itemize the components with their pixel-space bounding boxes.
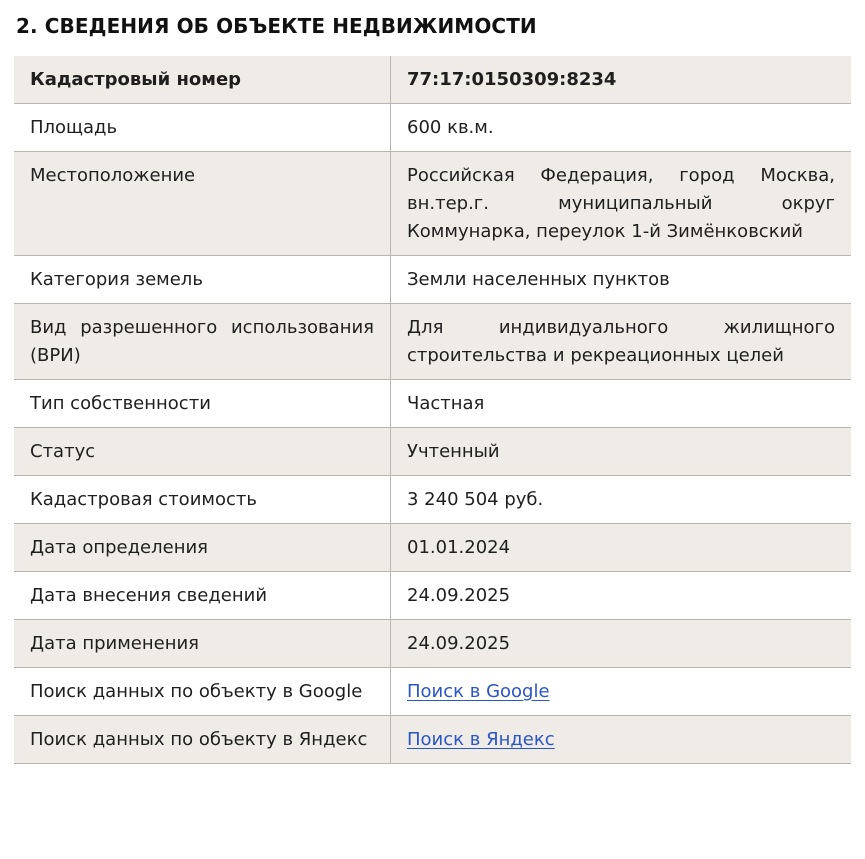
row-label: Поиск данных по объекту в Google [14, 668, 391, 716]
table-row-yandex-search [14, 716, 851, 764]
table-row-land-category [14, 256, 851, 304]
row-value: 3 240 504 руб. [391, 476, 852, 524]
table-row-application-date [14, 620, 851, 668]
row-label: Местоположение [14, 152, 391, 256]
table-row-location [14, 152, 851, 256]
row-value: Для индивидуального жилищного строительства и рекреационных целей [391, 304, 852, 380]
yandex-search-link[interactable]: Поиск в Яндекс [407, 729, 555, 750]
row-label: Поиск данных по объекту в Яндекс [14, 716, 391, 764]
row-value: Частная [391, 380, 852, 428]
row-label: Статус [14, 428, 391, 476]
row-label: Площадь [14, 104, 391, 152]
row-value: 77:17:0150309:8234 [391, 56, 852, 104]
row-value [391, 668, 852, 716]
table-row-permitted-use [14, 304, 851, 380]
row-label: Дата внесения сведений [14, 572, 391, 620]
google-search-link[interactable]: Поиск в Google [407, 681, 550, 702]
table-row-ownership-type [14, 380, 851, 428]
table-row-area [14, 104, 851, 152]
property-table [14, 56, 851, 764]
row-label: Категория земель [14, 256, 391, 304]
row-label: Вид разрешенного использования (ВРИ) [14, 304, 391, 380]
row-label: Дата применения [14, 620, 391, 668]
row-value: 24.09.2025 [391, 620, 852, 668]
table-row-google-search [14, 668, 851, 716]
row-value: Российская Федерация, город Москва, вн.тер.г. муниципальный округ Коммунарка, переулок 1-й Зимёнковский [391, 152, 852, 256]
row-label: Кадастровая стоимость [14, 476, 391, 524]
table-row-valuation-date [14, 524, 851, 572]
row-value: 24.09.2025 [391, 572, 852, 620]
table-row-cadastral-number [14, 56, 851, 104]
row-value: Учтенный [391, 428, 852, 476]
table-row-entry-date [14, 572, 851, 620]
row-label: Тип собственности [14, 380, 391, 428]
row-value [391, 716, 852, 764]
table-row-cadastral-value [14, 476, 851, 524]
row-value: 01.01.2024 [391, 524, 852, 572]
row-label: Дата определения [14, 524, 391, 572]
row-value: Земли населенных пунктов [391, 256, 852, 304]
table-row-status [14, 428, 851, 476]
section-title: 2. СВЕДЕНИЯ ОБ ОБЪЕКТЕ НЕДВИЖИМОСТИ [16, 14, 537, 38]
row-value: 600 кв.м. [391, 104, 852, 152]
row-label: Кадастровый номер [14, 56, 391, 104]
